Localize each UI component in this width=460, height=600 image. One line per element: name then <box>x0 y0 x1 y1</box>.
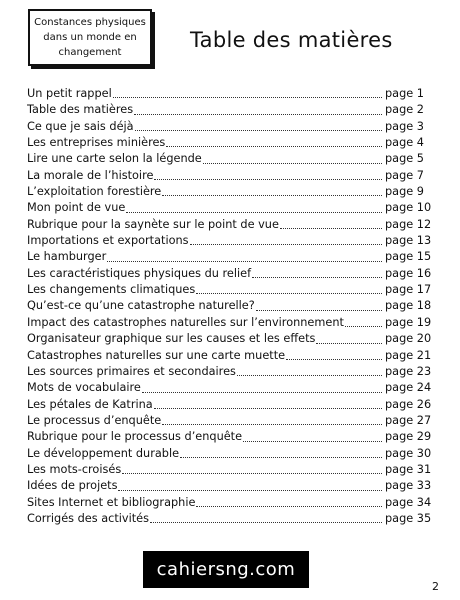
toc-row <box>27 200 435 216</box>
toc-entry-label: Les mots-croisés <box>27 462 122 476</box>
dot-leader <box>286 358 382 360</box>
dot-leader <box>256 309 382 311</box>
toc-entry-page: page 21 <box>385 348 432 362</box>
toc-entry-page: page 34 <box>385 495 432 509</box>
toc-entry-label: Un petit rappel <box>27 87 112 100</box>
toc-entry-page: page 31 <box>385 462 432 476</box>
dot-leader <box>150 521 382 523</box>
toc-row <box>27 217 435 233</box>
dot-leader <box>154 407 382 409</box>
dot-leader <box>162 423 382 425</box>
toc-row <box>27 184 435 200</box>
toc-entry-page: page 33 <box>385 479 432 493</box>
dot-leader <box>180 456 382 458</box>
toc-entry-page: page 24 <box>385 381 432 395</box>
dot-leader <box>316 342 382 344</box>
toc-entry-page: page 5 <box>385 152 424 166</box>
toc-entry-label: Organisateur graphique sur les causes et les effets <box>27 332 316 346</box>
toc-entry-page: page 9 <box>385 185 424 199</box>
toc-row <box>27 282 435 298</box>
toc-entry-page: page 12 <box>385 217 432 231</box>
toc-entry-label: L’exploitation forestière <box>27 185 162 199</box>
toc-row <box>27 495 435 511</box>
toc-entry-label: Catastrophes naturelles sur une carte muette <box>27 348 286 362</box>
page-number: 2 <box>432 580 439 593</box>
dot-leader <box>113 96 382 98</box>
toc-entry-label: Corrigés des activités <box>27 511 150 525</box>
toc-entry-label: Rubrique pour le processus d’enquête <box>27 430 243 444</box>
toc-entry-label: Le hamburger <box>27 250 107 264</box>
toc-row <box>27 119 435 135</box>
toc-entry-label: Les caractéristiques physiques du relief <box>27 266 252 280</box>
toc-row <box>27 446 435 462</box>
toc-row <box>27 298 435 314</box>
dot-leader <box>118 489 382 491</box>
page-title: Table des matières <box>190 28 393 52</box>
toc-row <box>27 315 435 331</box>
toc-entry-label: La morale de l’histoire <box>27 168 154 182</box>
dot-leader <box>237 374 382 376</box>
toc-entry-label: Ce que je sais déjà <box>27 119 134 133</box>
dot-leader <box>280 227 382 229</box>
toc-entry-page: page 7 <box>385 168 424 182</box>
toc-row <box>27 331 435 347</box>
dot-leader <box>203 162 382 164</box>
toc-entry-label: Mon point de vue <box>27 201 126 215</box>
toc-row <box>27 511 435 527</box>
toc-row <box>27 364 435 380</box>
toc-row <box>27 348 435 364</box>
toc-entry-label: Table des matières <box>27 103 134 117</box>
toc-entry-page: page 16 <box>385 266 432 280</box>
toc-entry-page: page 4 <box>385 136 424 150</box>
toc-row <box>27 266 435 282</box>
dot-leader <box>196 292 382 294</box>
toc-entry-label: Les changements climatiques <box>27 283 196 297</box>
toc-entry-page: page 10 <box>385 201 432 215</box>
toc-entry-label: Lire une carte selon la légende <box>27 152 202 166</box>
site-banner <box>143 551 309 588</box>
toc-entry-page: page 23 <box>385 364 432 378</box>
toc-entry-page: page 13 <box>385 234 432 248</box>
dot-leader <box>122 472 382 474</box>
table-of-contents <box>27 86 435 527</box>
toc-row <box>27 233 435 249</box>
toc-row <box>27 429 435 445</box>
toc-entry-page: page 26 <box>385 397 432 411</box>
toc-entry-page: page 29 <box>385 430 432 444</box>
toc-entry-label: Qu’est-ce qu’une catastrophe naturelle? <box>27 299 255 313</box>
dot-leader <box>134 113 382 115</box>
dot-leader <box>142 391 382 393</box>
dot-leader <box>126 211 382 213</box>
toc-entry-page: page 30 <box>385 446 432 460</box>
dot-leader <box>196 505 382 507</box>
subject-box <box>28 9 152 66</box>
dot-leader <box>345 325 382 327</box>
toc-entry-page: page 2 <box>385 103 424 117</box>
toc-entry-page: page 35 <box>385 511 432 525</box>
toc-entry-page: page 1 <box>385 87 424 100</box>
toc-row <box>27 135 435 151</box>
toc-entry-label: Sites Internet et bibliographie <box>27 495 196 509</box>
toc-entry-label: Mots de vocabulaire <box>27 381 141 395</box>
dot-leader <box>135 129 382 131</box>
toc-entry-page: page 18 <box>385 299 432 313</box>
dot-leader <box>162 194 382 196</box>
dot-leader <box>107 260 382 262</box>
toc-entry-label: Le processus d’enquête <box>27 413 162 427</box>
toc-row <box>27 86 435 102</box>
subject-text: Constances physiques dans un monde en changement <box>34 17 146 58</box>
toc-entry-label: Les entreprises minières <box>27 136 166 150</box>
toc-row <box>27 249 435 265</box>
toc-entry-label: Rubrique pour la saynète sur le point de vue <box>27 217 279 231</box>
toc-entry-label: Idées de projets <box>27 479 118 493</box>
dot-leader <box>252 276 382 278</box>
site-name: cahiersng.com <box>156 559 296 580</box>
toc-entry-page: page 19 <box>385 315 432 329</box>
dot-leader <box>166 145 382 147</box>
toc-row <box>27 102 435 118</box>
toc-entry-label: Les pétales de Katrina <box>27 397 153 411</box>
toc-row <box>27 413 435 429</box>
toc-entry-page: page 20 <box>385 332 432 346</box>
toc-entry-label: Impact des catastrophes naturelles sur l’environnement <box>27 315 344 329</box>
dot-leader <box>243 440 382 442</box>
toc-entry-page: page 27 <box>385 413 432 427</box>
toc-row <box>27 397 435 413</box>
toc-row <box>27 380 435 396</box>
toc-entry-label: Le développement durable <box>27 446 180 460</box>
dot-leader <box>154 178 382 180</box>
toc-entry-page: page 15 <box>385 250 432 264</box>
toc-row <box>27 168 435 184</box>
dot-leader <box>190 243 382 245</box>
toc-entry-label: Importations et exportations <box>27 234 189 248</box>
toc-entry-page: page 17 <box>385 283 432 297</box>
toc-row <box>27 462 435 478</box>
toc-row <box>27 478 435 494</box>
toc-entry-page: page 3 <box>385 119 424 133</box>
toc-row <box>27 151 435 167</box>
toc-entry-label: Les sources primaires et secondaires <box>27 364 236 378</box>
